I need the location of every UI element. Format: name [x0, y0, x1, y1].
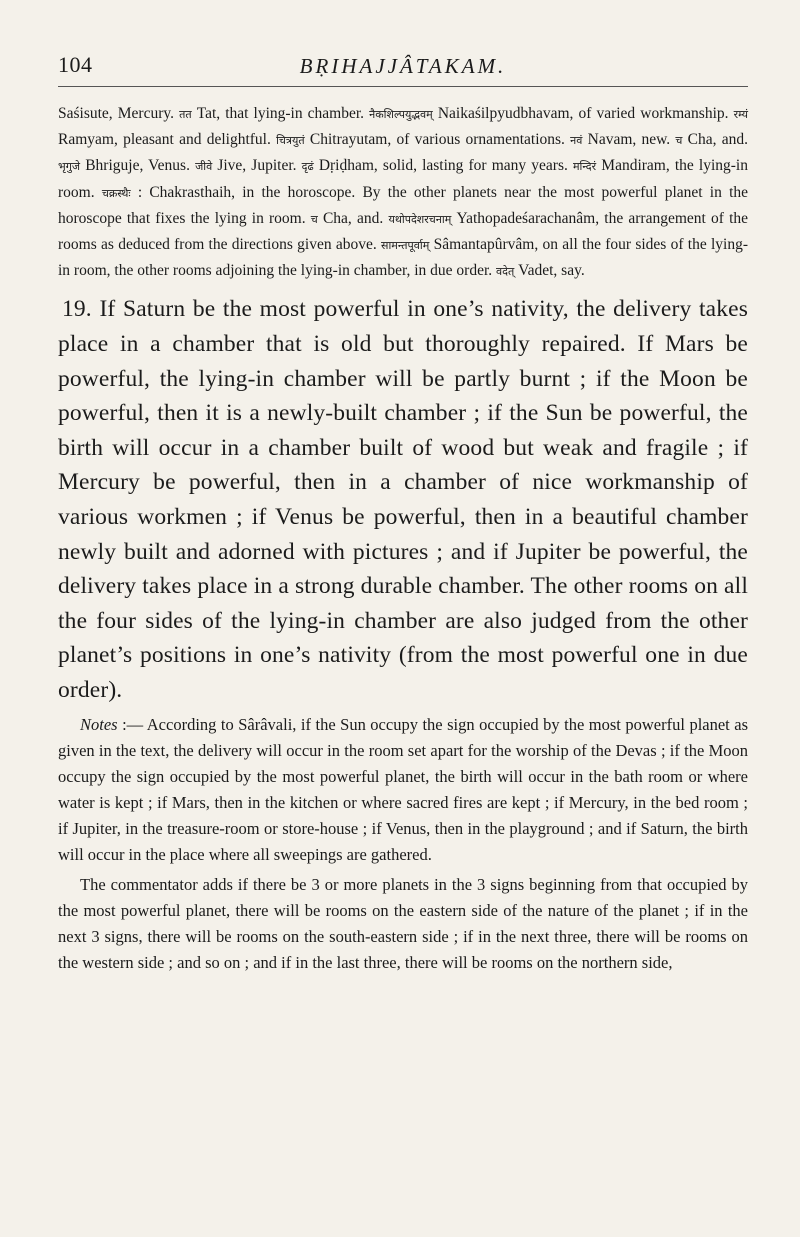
devanagari-term: मन्दिरं	[572, 160, 597, 174]
gloss-text: Tat, that lying-in chamber.	[196, 105, 365, 122]
devanagari-term: च	[310, 212, 318, 226]
devanagari-term: चित्रयुतं	[276, 134, 305, 148]
verse-paragraph	[58, 292, 748, 707]
devanagari-term: नैकशिल्पयुद्भवम्	[369, 108, 433, 121]
devanagari-term: भृगुजे	[58, 160, 81, 174]
gloss-text: Dṛiḍham, solid, lasting for many years.	[318, 157, 568, 175]
devanagari-term: नवं	[570, 134, 583, 148]
gloss-text: Cha, and.	[322, 209, 384, 227]
word-glossary	[58, 101, 748, 284]
verse-text: If Saturn be the most powerful in one’s nativity, the delivery takes place in a chamber that is old but thoroughly repaired. If Mars be powerful, the lying-in chamber will be partly burnt ; if the Moon be powerful, then it is a newly-built chamber ; if the Sun be powerful, the birth will occur in a chamber built of wood but weak and fragile ; if Mercury be powerful, then in a chamber of nice workmanship of various workmen ; if Venus be powerful, then in a beautiful chamber newly built and adorned with pictures ; and if Jupiter be powerful, the delivery takes place in a strong durable chamber. The other rooms on all the four sides of the lying-in chamber are also judged from the other planet’s positions in one’s nativity (from the most powerful one in due order).	[58, 296, 748, 703]
notes-label: Notes	[80, 714, 118, 734]
devanagari-term: दृढं	[301, 160, 314, 174]
glossary-paragraph	[58, 101, 748, 284]
notes-text: The commentator adds if there be 3 or more planets in the 3 signs beginning from that occupied by the most powerful planet, there will be rooms on the eastern side of the nature of the planet ; if in the next 3 signs, there will be rooms on the south-eastern side ; if in the next three, there will be rooms on the western side ; and so on ; and if in the last three, there will be rooms on the northern side,	[58, 874, 748, 972]
devanagari-term: रम्यं	[733, 108, 749, 121]
gloss-text: Jive, Jupiter.	[217, 157, 297, 175]
devanagari-term: जीवे	[195, 160, 213, 174]
devanagari-term: यथोपदेशरचनाम्	[388, 212, 452, 226]
gloss-text: Saśisute, Mercury.	[58, 105, 174, 122]
devanagari-term: च	[675, 134, 683, 148]
notes-section	[58, 712, 748, 976]
header-rule	[58, 86, 748, 87]
notes-paragraph	[58, 712, 748, 868]
devanagari-term: चक्रस्थैः	[101, 186, 131, 200]
gloss-text: Chitrayutam, of various ornamentations.	[309, 131, 565, 149]
devanagari-term: तत	[179, 108, 192, 121]
gloss-text: Navam, new.	[587, 131, 671, 149]
gloss-text: Naikaśilpyudbhavam, of varied workmanship.	[437, 105, 729, 122]
gloss-text: Ramyam, pleasant and delightful.	[58, 131, 271, 149]
gloss-text: Bhriguje, Venus.	[85, 157, 190, 175]
gloss-text: : Chakrasthaih, in the horoscope. By the other planets near the most powerful planet in the horoscope that fixes the lying in room.	[58, 183, 749, 227]
running-title: BṚIHAJJÂTAKAM.	[299, 54, 507, 78]
devanagari-term: सामन्तपूर्वाम्	[381, 239, 430, 253]
notes-text: :— According to Sârâvali, if the Sun occupy the sign occupied by the most powerful planet as given in the text, the delivery will occur in the room set apart for the worship of the Devas ; if the Moon occupy the sign occupied by the most powerful planet, the birth will occur in the bath room or where water is kept ; if Mars, then in the kitchen or where sacred fires are kept ; if Mercury, in the bed room ; if Jupiter, in the treasure-room or store-house ; if Venus, then in the playground ; and if Saturn, the birth will occur in the place where all sweepings are gathered.	[58, 714, 749, 864]
gloss-text: Mandiram, the lying-in room.	[58, 157, 748, 201]
notes-paragraph	[58, 872, 748, 976]
verse-number: 19.	[62, 296, 92, 323]
gloss-text: Sâmantapûrvâm, on all the four sides of the lying-in room, the other rooms adjoining the lying-in chamber, in due order.	[58, 236, 749, 280]
gloss-text: Yathopadeśarachanâm, the arrangement of the rooms as deduced from the directions given above.	[58, 209, 749, 254]
devanagari-term: वदेत्	[496, 265, 515, 279]
page-number: 104	[58, 52, 93, 77]
gloss-text: Vadet, say.	[518, 262, 585, 280]
verse-translation	[58, 292, 748, 707]
gloss-text: Cha, and.	[687, 131, 748, 149]
body-text	[58, 101, 748, 976]
